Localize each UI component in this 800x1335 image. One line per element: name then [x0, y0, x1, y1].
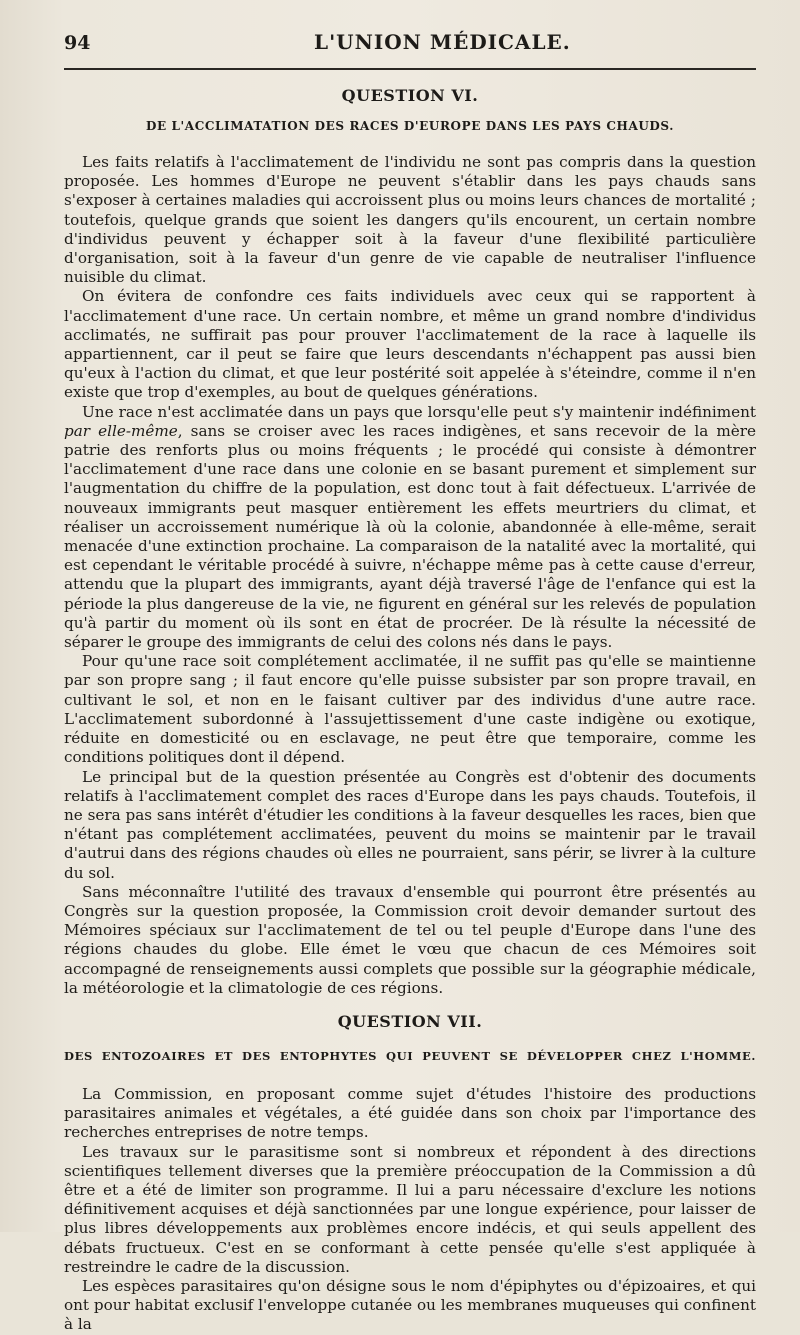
question-7-heading: QUESTION VII.	[337, 1011, 483, 1031]
header-rule	[64, 68, 756, 70]
question-6-heading: QUESTION VI.	[341, 86, 479, 105]
page-number: 94	[64, 32, 91, 54]
question-6-subheading: DE L'ACCLIMATATION DES RACES D'EUROPE DANS LES PAYS CHAUDS.	[145, 119, 675, 133]
question-6-body	[64, 153, 756, 998]
running-head	[64, 28, 756, 58]
paragraph: On évitera de confondre ces faits individuels avec ceux qui se rapportent à l'acclimatement d'une race. Un certain nombre, et même un grand nombre d'individus acclimatés, ne suffirait pas pour prouver l'acclimatement de la race à laquelle ils appartiennent, car il peut se faire que leurs descendants n'échappent pas aussi bien qu'eux à l'action du climat, et que leur postérité soit appelée à s'éteindre, comme il n'en existe que trop d'exemples, au bout de quelques générations.	[64, 287, 756, 402]
paragraph	[64, 403, 756, 653]
paragraph: Les travaux sur le parasitisme sont si nombreux et répondent à des directions scientifiques tellement diverses que la première préoccupation de la Commission a dû être et a été de limiter son programme. Il lui a paru nécessaire d'exclure les notions définitivement acquises et déjà sanctionnées par une longue expérience, pour laisser de plus libres développements aux problèmes encore indécis, et qui seuls appellent des débats fructueux. C'est en se conformant à cette pensée qu'elle s'est appliquée à restreindre le cadre de la discussion.	[64, 1142, 756, 1276]
paragraph: Sans méconnaître l'utilité des travaux d'ensemble qui pourront être présentés au Congrès sur la question proposée, la Commission croit devoir demander surtout des Mémoires spéciaux sur l'acclimatement de tel ou tel peuple d'Europe dans l'une des régions chaudes du globe. Elle émet le vœu que chacun de ces Mémoires soit accompagné de renseignements aussi complets que possible sur la géographie médicale, la météorologie et la climatologie de ces régions.	[64, 882, 756, 997]
paragraph-text: Une race n'est acclimatée dans un pays que lorsqu'elle peut s'y maintenir indéfiniment	[82, 402, 756, 421]
paragraph: Les espèces parasitaires qu'on désigne sous le nom d'épiphytes ou d'épizoaires, et qui ont pour habitat exclusif l'enveloppe cutanée ou les membranes muqueuses qui confinent à la	[64, 1276, 756, 1334]
paragraph: La Commission, en proposant comme sujet d'études l'histoire des productions parasitaires animales et végétales, a été guidée dans son choix par l'importance des recherches entreprises de notre temps.	[64, 1084, 756, 1142]
paragraph-text: , sans se croiser avec les races indigènes, et sans recevoir de la mère patrie des renforts plus ou moins fréquents ; le procédé qui consiste à démontrer l'acclimatement d'une race dans une colonie en se basant purement et simplement sur l'augmentation du chiffre de la population, est donc tout à fait défectueux. L'arrivée de nouveaux immigrants peut masquer entièrement les effets meurtriers du climat, et réaliser un accroissement numérique là où la colonie, abandonnée à elle-même, serait menacée d'une extinction prochaine. La comparaison de la natalité avec la mortalité, qui est cependant le véritable procédé à suivre, n'échappe même pas à cette cause d'erreur, attendu que la plupart des immigrants, ayant déjà traversé l'âge de l'enfance qui est la période la plus dangereuse de la vie, ne figurent en général sur les relevés de population qu'à partir du moment où ils sont en état de procréer. De là résulte la nécessité de séparer le groupe des immigrants de celui des colons nés dans le pays.	[64, 421, 756, 652]
paragraph: Le principal but de la question présentée au Congrès est d'obtenir des documents relatifs à l'acclimatement complet des races d'Europe dans les pays chauds. Toutefois, il ne sera pas sans intérêt d'étudier les conditions à la faveur desquelles les races, bien que n'étant pas complétement acclimatées, peuvent du moins se maintenir par le travail d'autrui dans des régions chaudes où elles ne pourraient, sans périr, se livrer à la culture du sol.	[64, 767, 756, 882]
paragraph: Pour qu'une race soit complétement acclimatée, il ne suffit pas qu'elle se maintienne par son propre sang ; il faut encore qu'elle puisse subsister par son propre travail, en cultivant le sol, et non en le faisant cultiver par des individus d'une autre race. L'acclimatement subordonné à l'assujettissement d'une caste indigène ou exotique, réduite en domesticité ou en esclavage, ne peut être que temporaire, comme les conditions politiques dont il dépend.	[64, 652, 756, 767]
question-7-body	[64, 1085, 756, 1335]
paragraph: Les faits relatifs à l'acclimatement de l'individu ne sont pas compris dans la question proposée. Les hommes d'Europe ne peuvent s'établir dans les pays chauds sans s'exposer à certaines maladies qui accroissent plus ou moins leurs chances de mortalité ; toutefois, quelque grands que soient les dangers qu'ils encourent, un certain nombre d'individus peuvent y échapper soit à la faveur d'une flexibilité particulière d'organisation, soit à la faveur d'un genre de vie capable de neutraliser l'influence nuisible du climat.	[64, 153, 756, 287]
question-7-subheading: DES ENTOZOAIRES ET DES ENTOPHYTES QUI PEUVENT SE DÉVELOPPER CHEZ L'HOMME.	[64, 1048, 756, 1063]
running-title: L'UNION MÉDICALE.	[314, 30, 571, 54]
emphasized-text: par elle-même	[64, 421, 178, 440]
